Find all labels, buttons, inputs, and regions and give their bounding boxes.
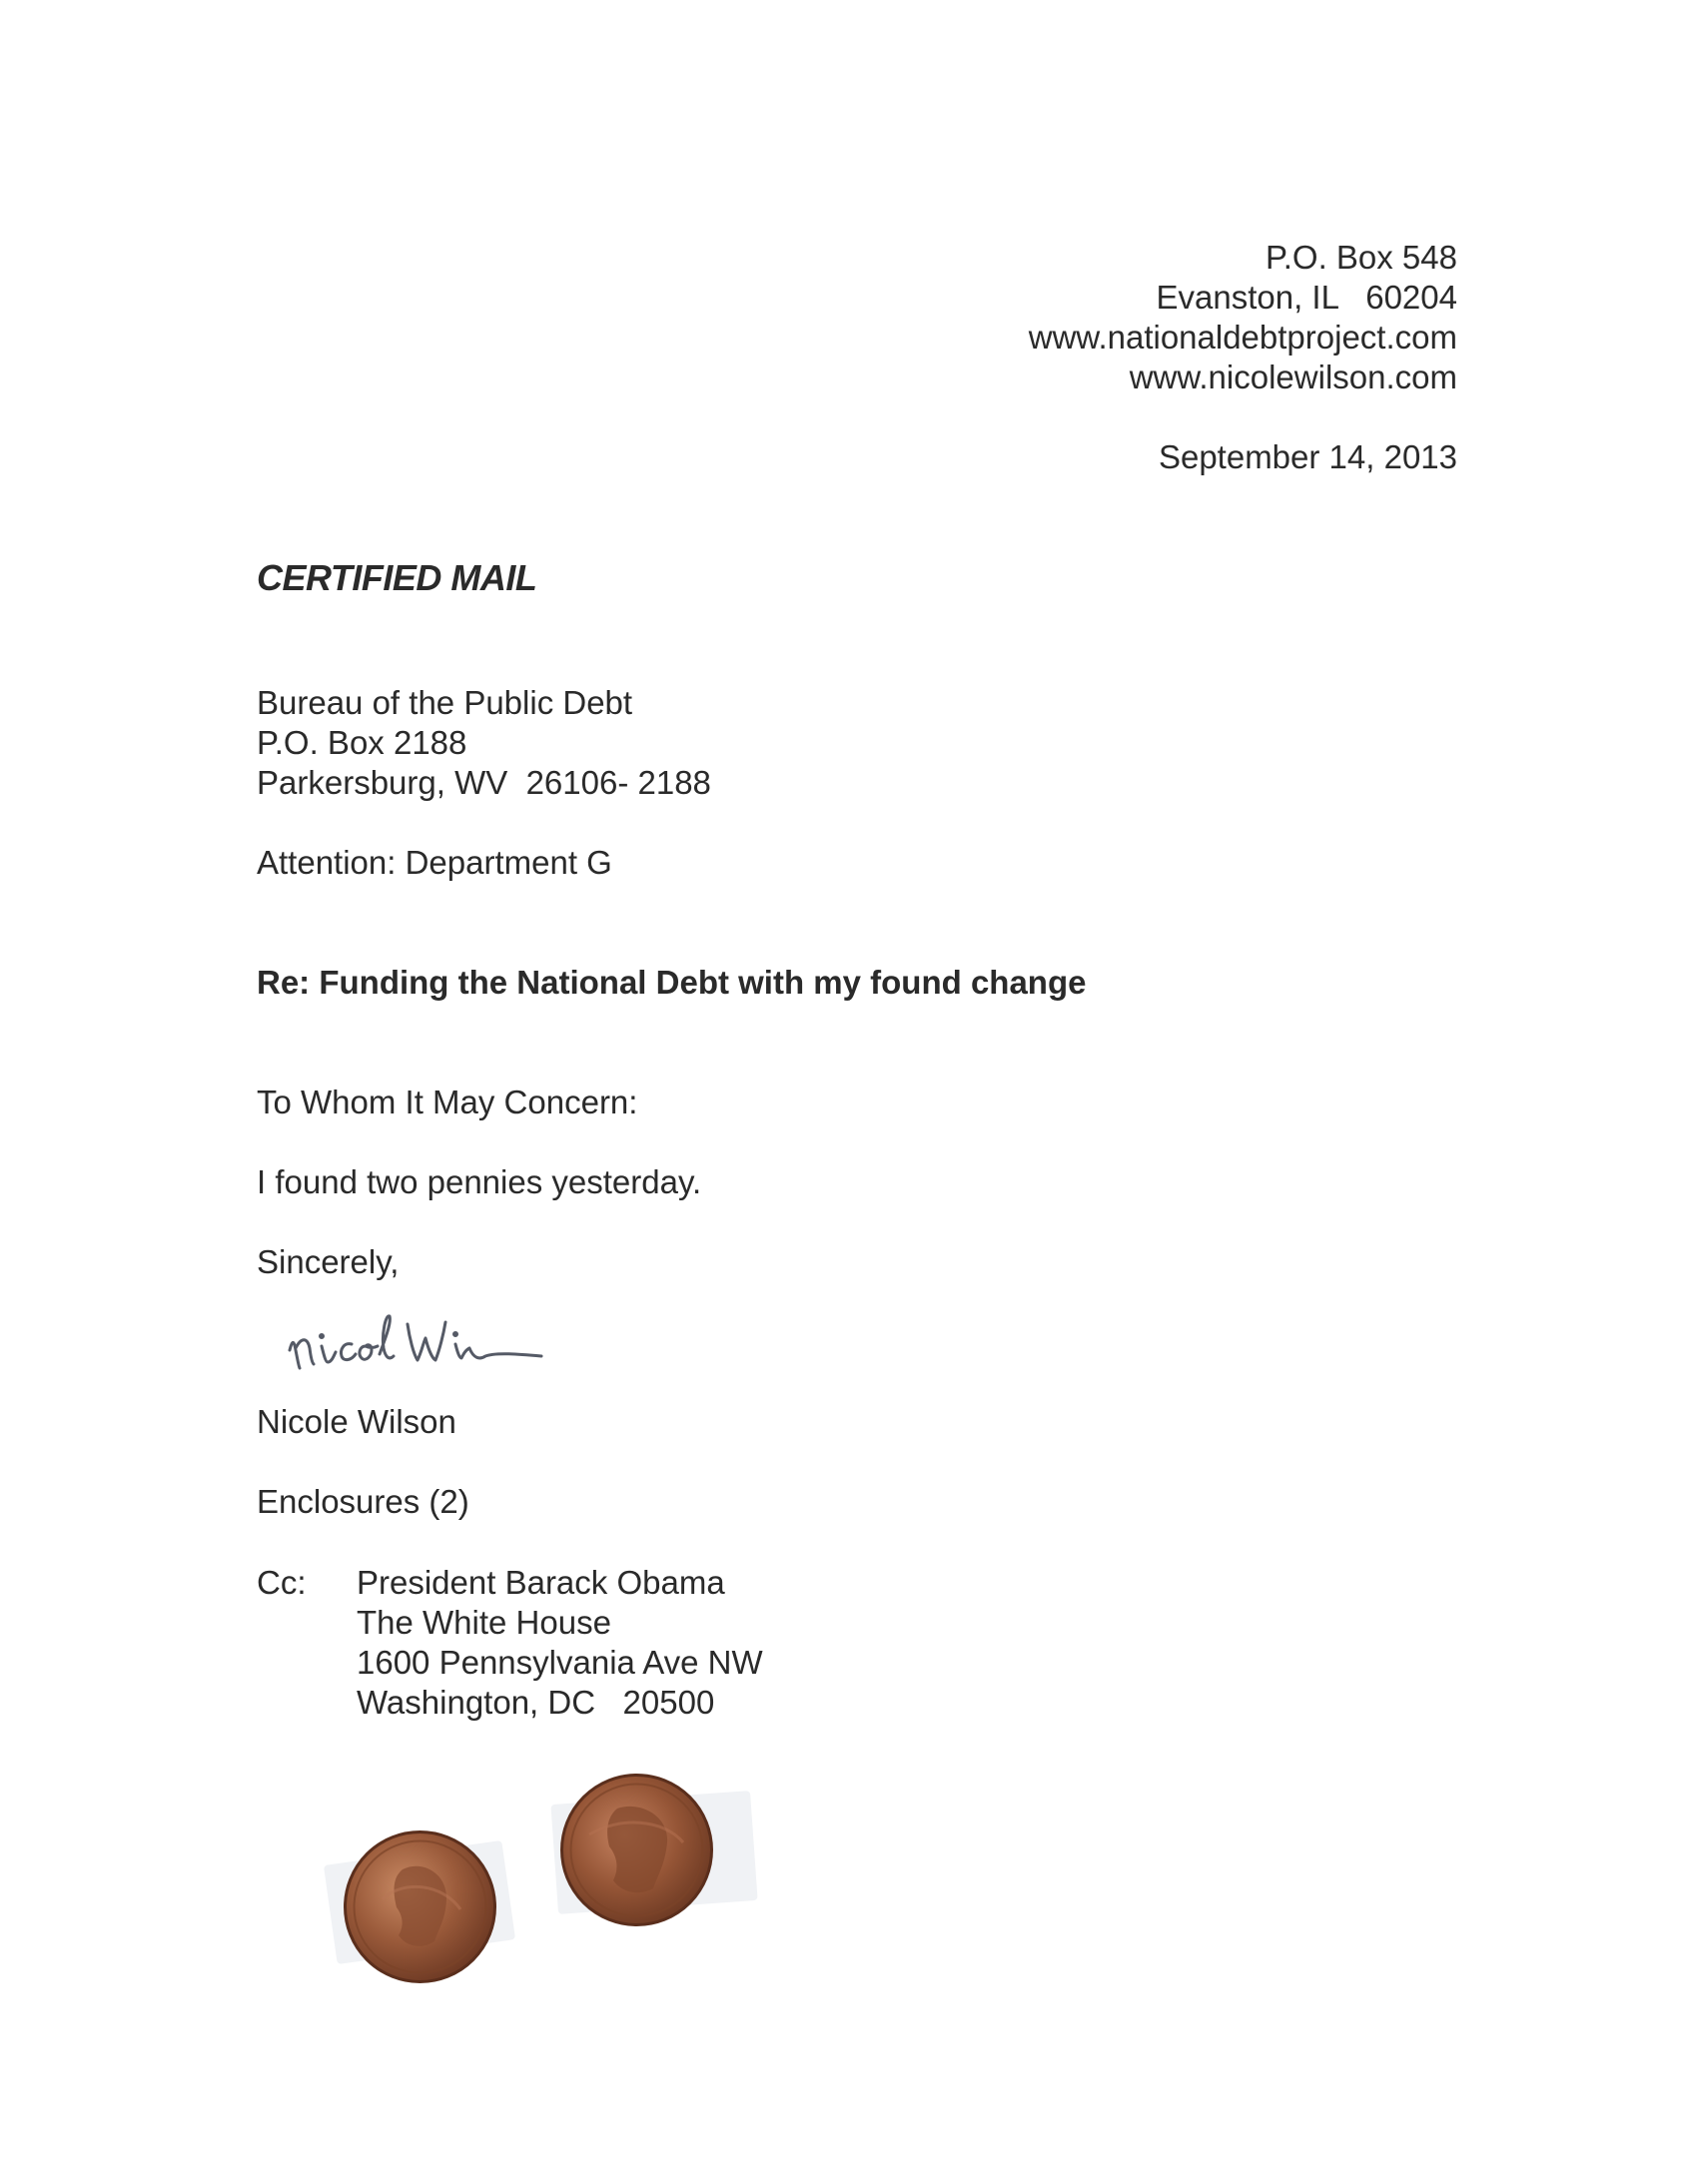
handwritten-signature — [280, 1298, 619, 1388]
closing: Sincerely, — [257, 1243, 400, 1280]
recipient-address-line1: P.O. Box 2188 — [257, 724, 467, 761]
subject-line: Re: Funding the National Debt with my found change — [257, 964, 1087, 1001]
cc-address-line1: The White House — [357, 1604, 611, 1641]
cc-address-block — [357, 1563, 763, 1723]
attention-line: Attention: Department G — [257, 844, 612, 881]
recipient-address-line2: Parkersburg, WV 26106- 2188 — [257, 764, 711, 801]
recipient-name: Bureau of the Public Debt — [257, 684, 633, 721]
cc-address-line3: Washington, DC 20500 — [357, 1684, 715, 1721]
sender-website2: www.nicolewilson.com — [1129, 359, 1457, 395]
cc-name: President Barack Obama — [357, 1564, 725, 1601]
penny-coin-left — [343, 1829, 497, 1984]
sender-website1: www.nationaldebtproject.com — [1028, 319, 1457, 356]
salutation: To Whom It May Concern: — [257, 1084, 638, 1120]
letter-body: I found two pennies yesterday. — [257, 1163, 702, 1200]
certified-mail-heading: CERTIFIED MAIL — [257, 557, 537, 598]
sender-address-line1: P.O. Box 548 — [1265, 239, 1457, 276]
sender-address-block — [1029, 238, 1457, 397]
cc-label: Cc: — [257, 1564, 307, 1601]
signer-name: Nicole Wilson — [257, 1403, 456, 1440]
letter-date: September 14, 2013 — [1158, 438, 1457, 475]
cc-address-line2: 1600 Pennsylvania Ave NW — [357, 1644, 763, 1681]
penny-coin-right — [559, 1773, 714, 1927]
enclosures-note: Enclosures (2) — [257, 1483, 469, 1520]
sender-address-line2: Evanston, IL 60204 — [1156, 279, 1457, 316]
recipient-address-block — [257, 683, 711, 803]
date-block — [1159, 437, 1457, 477]
